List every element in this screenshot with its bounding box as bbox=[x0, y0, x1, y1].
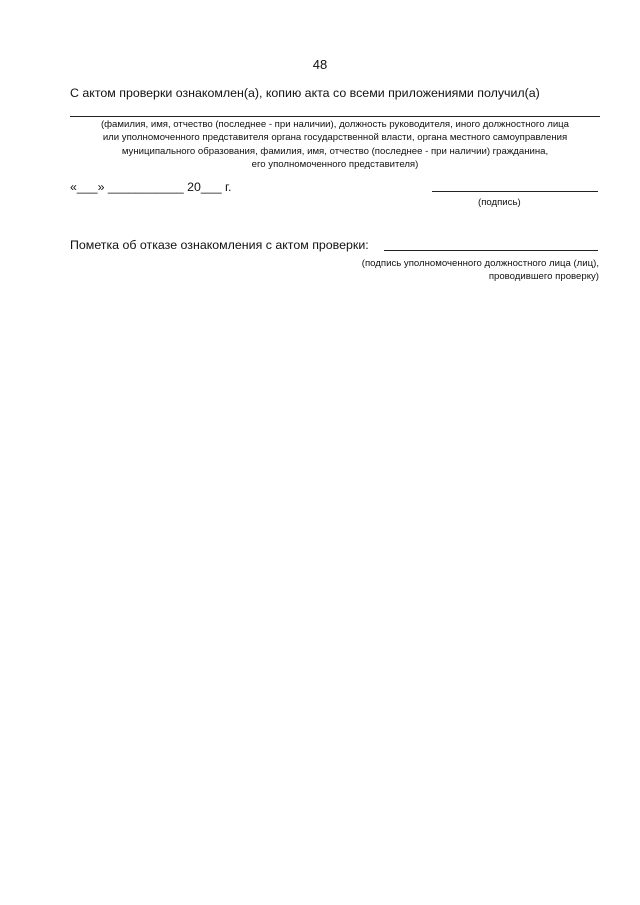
caption-line: его уполномоченного представителя) bbox=[251, 159, 419, 171]
acknowledgment-statement: С актом проверки ознакомлен(а), копию акта со всеми приложениями получил(а) bbox=[70, 86, 540, 100]
date-field: «___» ___________ 20___ г. bbox=[70, 180, 232, 194]
refusal-note-label: Пометка об отказе ознакомления с актом проверки: bbox=[70, 238, 369, 252]
refusal-fill-line bbox=[384, 250, 598, 251]
caption-line: (подпись уполномоченного должностного лица (лиц), bbox=[361, 258, 599, 269]
acknowledgment-caption bbox=[70, 118, 600, 172]
caption-line: муниципального образования, фамилия, имя, отчество (последнее - при наличии) гражданина, bbox=[121, 145, 549, 157]
signature-fill-line bbox=[432, 191, 598, 192]
caption-line: или уполномоченного представителя органа государственной власти, органа местного самоуправления bbox=[102, 132, 568, 144]
refusal-caption bbox=[362, 257, 599, 284]
signature-caption: (подпись) bbox=[478, 197, 521, 208]
caption-line: проводившего проверку) bbox=[488, 271, 599, 283]
page-number: 48 bbox=[312, 57, 328, 72]
acknowledgment-fill-line bbox=[70, 116, 600, 117]
caption-line: (фамилия, имя, отчество (последнее - при наличии), должность руководителя, иного должностного лица bbox=[100, 119, 570, 130]
